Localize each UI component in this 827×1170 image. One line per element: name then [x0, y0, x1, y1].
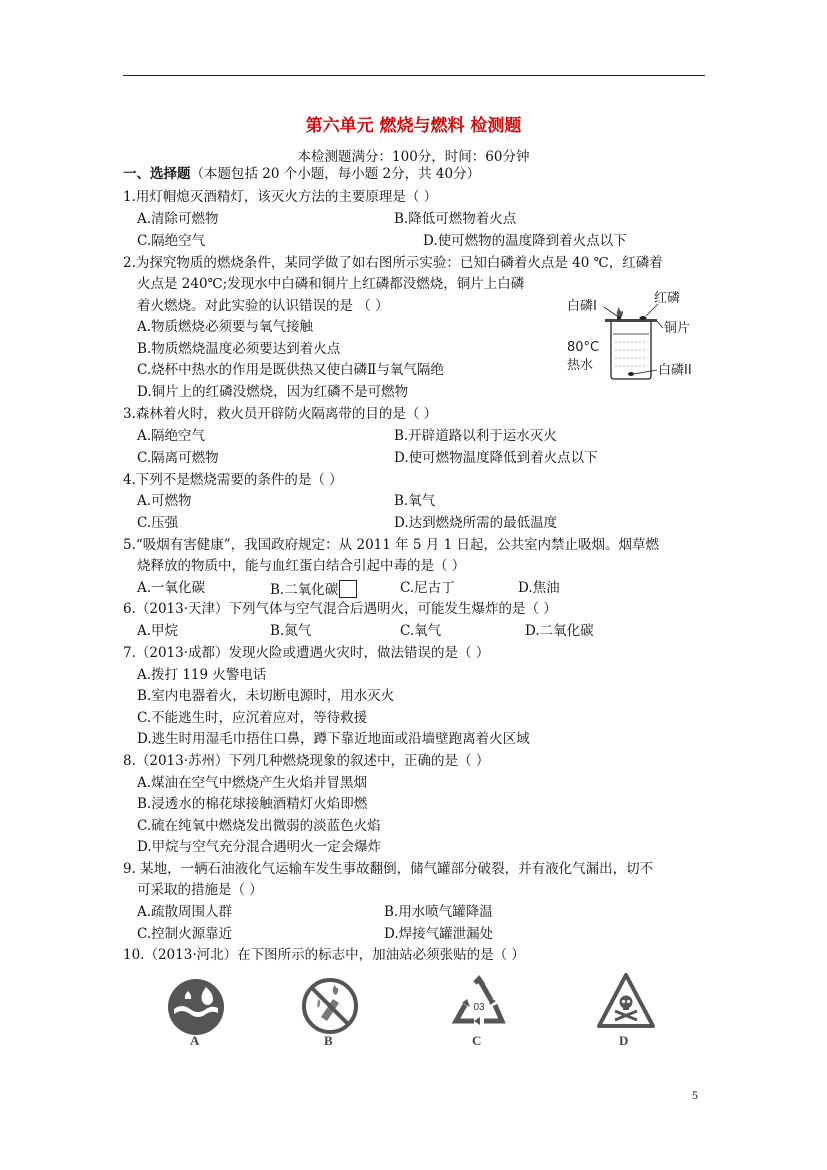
q3-option-a: A.隔绝空气	[137, 428, 206, 444]
page-subtitle: 本检测题满分：100分，时间：60分钟	[297, 149, 530, 165]
q6-option-c: C.氧气	[400, 623, 442, 639]
q8-option-b: B.浸透水的棉花球接触酒精灯火焰即燃	[137, 796, 368, 812]
q5-option-a: A.一氧化碳	[137, 580, 206, 596]
no-fire-sign-icon	[301, 977, 359, 1035]
q8-option-c: C.硫在纯氧中燃烧发出微弱的淡蓝色火焰	[137, 818, 381, 834]
q7-stem: 7.（2013·成都）发现火险或遭遇火灾时，做法错误的是（ ）	[123, 645, 490, 661]
q6-option-d: D.二氧化碳	[525, 623, 594, 639]
q3-option-d: D.使可燃物温度降低到着火点以下	[394, 450, 598, 466]
label-red-phosphorus: 红磷	[654, 291, 681, 306]
q8-option-a: A.煤油在空气中燃烧产生火焰并冒黑烟	[137, 775, 368, 791]
q5-option-b-text: B.二氧化碳	[270, 582, 339, 598]
q1-option-d: D.使可燃物的温度降到着火点以下	[423, 233, 627, 249]
header-rule	[123, 75, 705, 76]
q6-stem: 6.（2013·天津）下列气体与空气混合后遇明火，可能发生爆炸的是（ ）	[123, 601, 557, 617]
recycle-sign-icon	[450, 975, 508, 1031]
q2-option-c: C.烧杯中热水的作用是既供热又使白磷Ⅱ与氧气隔绝	[137, 362, 444, 378]
red-phosphorus	[640, 316, 647, 320]
label-copper-sheet: 铜片	[664, 321, 691, 336]
q5-option-b	[270, 580, 357, 598]
q1-option-a: A.清除可燃物	[137, 211, 219, 227]
page-number: 5	[692, 1088, 698, 1102]
q10-stem: 10.（2013·河北）在下图所示的标志中，加油站必须张贴的是（ ）	[123, 947, 525, 963]
sign-label-a: A	[190, 1033, 200, 1048]
experiment-figure	[562, 282, 712, 382]
q5-option-c: C.尼古丁	[400, 580, 455, 596]
q9-stem-line1: 9. 某地，一辆石油液化气运输车发生事故翻倒，储气罐部分破裂，并有液化气漏出，切不	[123, 861, 654, 877]
label-hot-water: 热水	[567, 358, 594, 373]
q9-option-d: D.焊接气罐泄漏处	[384, 926, 494, 942]
q8-stem: 8.（2013·苏州）下列几种燃烧现象的叙述中，正确的是（ ）	[123, 753, 490, 769]
q2-stem-line3: 着火燃烧。对此实验的认识错误的是 （ ）	[137, 298, 389, 314]
q1-stem: 1.用灯帽熄灭酒精灯，该灭火方法的主要原理是（ ）	[123, 189, 438, 205]
q4-stem: 4.下列不是燃烧需要的条件的是（ ）	[123, 472, 343, 488]
q2-stem-line1: 2.为探究物质的燃烧条件，某同学做了如右图所示实验：已知白磷着火点是 40 ℃，红磷着	[123, 255, 663, 271]
page-title: 第六单元 燃烧与燃料 检测题	[305, 116, 522, 136]
q5-stem-line1: 5.“吸烟有害健康”，我国政府规定：从 2011 年 5 月 1 日起，公共室内禁止吸烟。烟草燃	[123, 537, 659, 553]
q4-option-c: C.压强	[137, 515, 179, 531]
sign-label-b: B	[324, 1033, 333, 1048]
section-label: 一、选择题	[123, 166, 191, 182]
q2-option-d: D.铜片上的红磷没燃烧，因为红磷不是可燃物	[137, 384, 409, 400]
q3-option-b: B.开辟道路以利于运水灭火	[394, 428, 557, 444]
q3-stem: 3.森林着火时，救火员开辟防火隔离带的目的是（ ）	[123, 406, 438, 422]
q5-option-d: D.焦油	[518, 580, 560, 596]
q6-option-b: B.氮气	[270, 623, 312, 639]
q4-option-d: D.达到燃烧所需的最低温度	[394, 515, 558, 531]
q2-option-a: A.物质燃烧必须要与氧气接触	[137, 319, 314, 335]
copper-sheet	[605, 319, 657, 322]
q9-option-c: C.控制火源靠近	[137, 926, 233, 942]
water-sign-icon	[166, 977, 226, 1037]
section-heading	[123, 166, 480, 182]
q9-option-a: A.疏散周围人群	[137, 904, 233, 920]
q5-stem-line2: 烧释放的物质中，能与血红蛋白结合引起中毒的是（ ）	[137, 558, 466, 574]
empty-box	[339, 580, 357, 598]
q1-option-c: C.隔绝空气	[137, 233, 206, 249]
label-white-phosphorus-1: 白磷Ⅰ	[567, 299, 597, 314]
q3-option-c: C.隔离可燃物	[137, 450, 219, 466]
toxic-warning-sign-icon	[596, 972, 656, 1030]
q2-stem-line2: 火点是 240℃;发现水中白磷和铜片上红磷都没燃烧，铜片上白磷	[137, 276, 525, 292]
q1-option-b: B.降低可燃物着火点	[394, 211, 517, 227]
q7-option-b: B.室内电器着火，未切断电源时，用水灭火	[137, 688, 395, 704]
q7-option-c: C.不能逃生时，应沉着应对，等待救援	[137, 710, 368, 726]
recycle-code: 03	[473, 1002, 485, 1013]
sign-label-c: C	[472, 1033, 482, 1048]
label-temperature: 80°C	[567, 340, 600, 355]
white-phosphorus-2	[628, 372, 634, 376]
q6-option-a: A.甲烷	[137, 623, 179, 639]
q9-stem-line2: 可采取的措施是（ ）	[137, 882, 263, 898]
sign-label-d: D	[619, 1033, 629, 1048]
q7-option-a: A.拨打 119 火警电话	[137, 667, 267, 683]
beaker	[611, 322, 651, 379]
section-note: （本题包括 20 个小题，每小题 2分，共 40分）	[190, 166, 481, 182]
q8-option-d: D.甲烷与空气充分混合遇明火一定会爆炸	[137, 839, 382, 855]
label-white-phosphorus-2: 白磷II	[658, 363, 692, 378]
q9-option-b: B.用水喷气罐降温	[384, 904, 493, 920]
q4-option-a: A.可燃物	[137, 493, 192, 509]
q4-option-b: B.氧气	[394, 493, 436, 509]
q7-option-d: D.逃生时用湿毛巾捂住口鼻，蹲下靠近地面或沿墙壁跑离着火区域	[137, 731, 530, 747]
q2-option-b: B.物质燃烧温度必须要达到着火点	[137, 341, 341, 357]
